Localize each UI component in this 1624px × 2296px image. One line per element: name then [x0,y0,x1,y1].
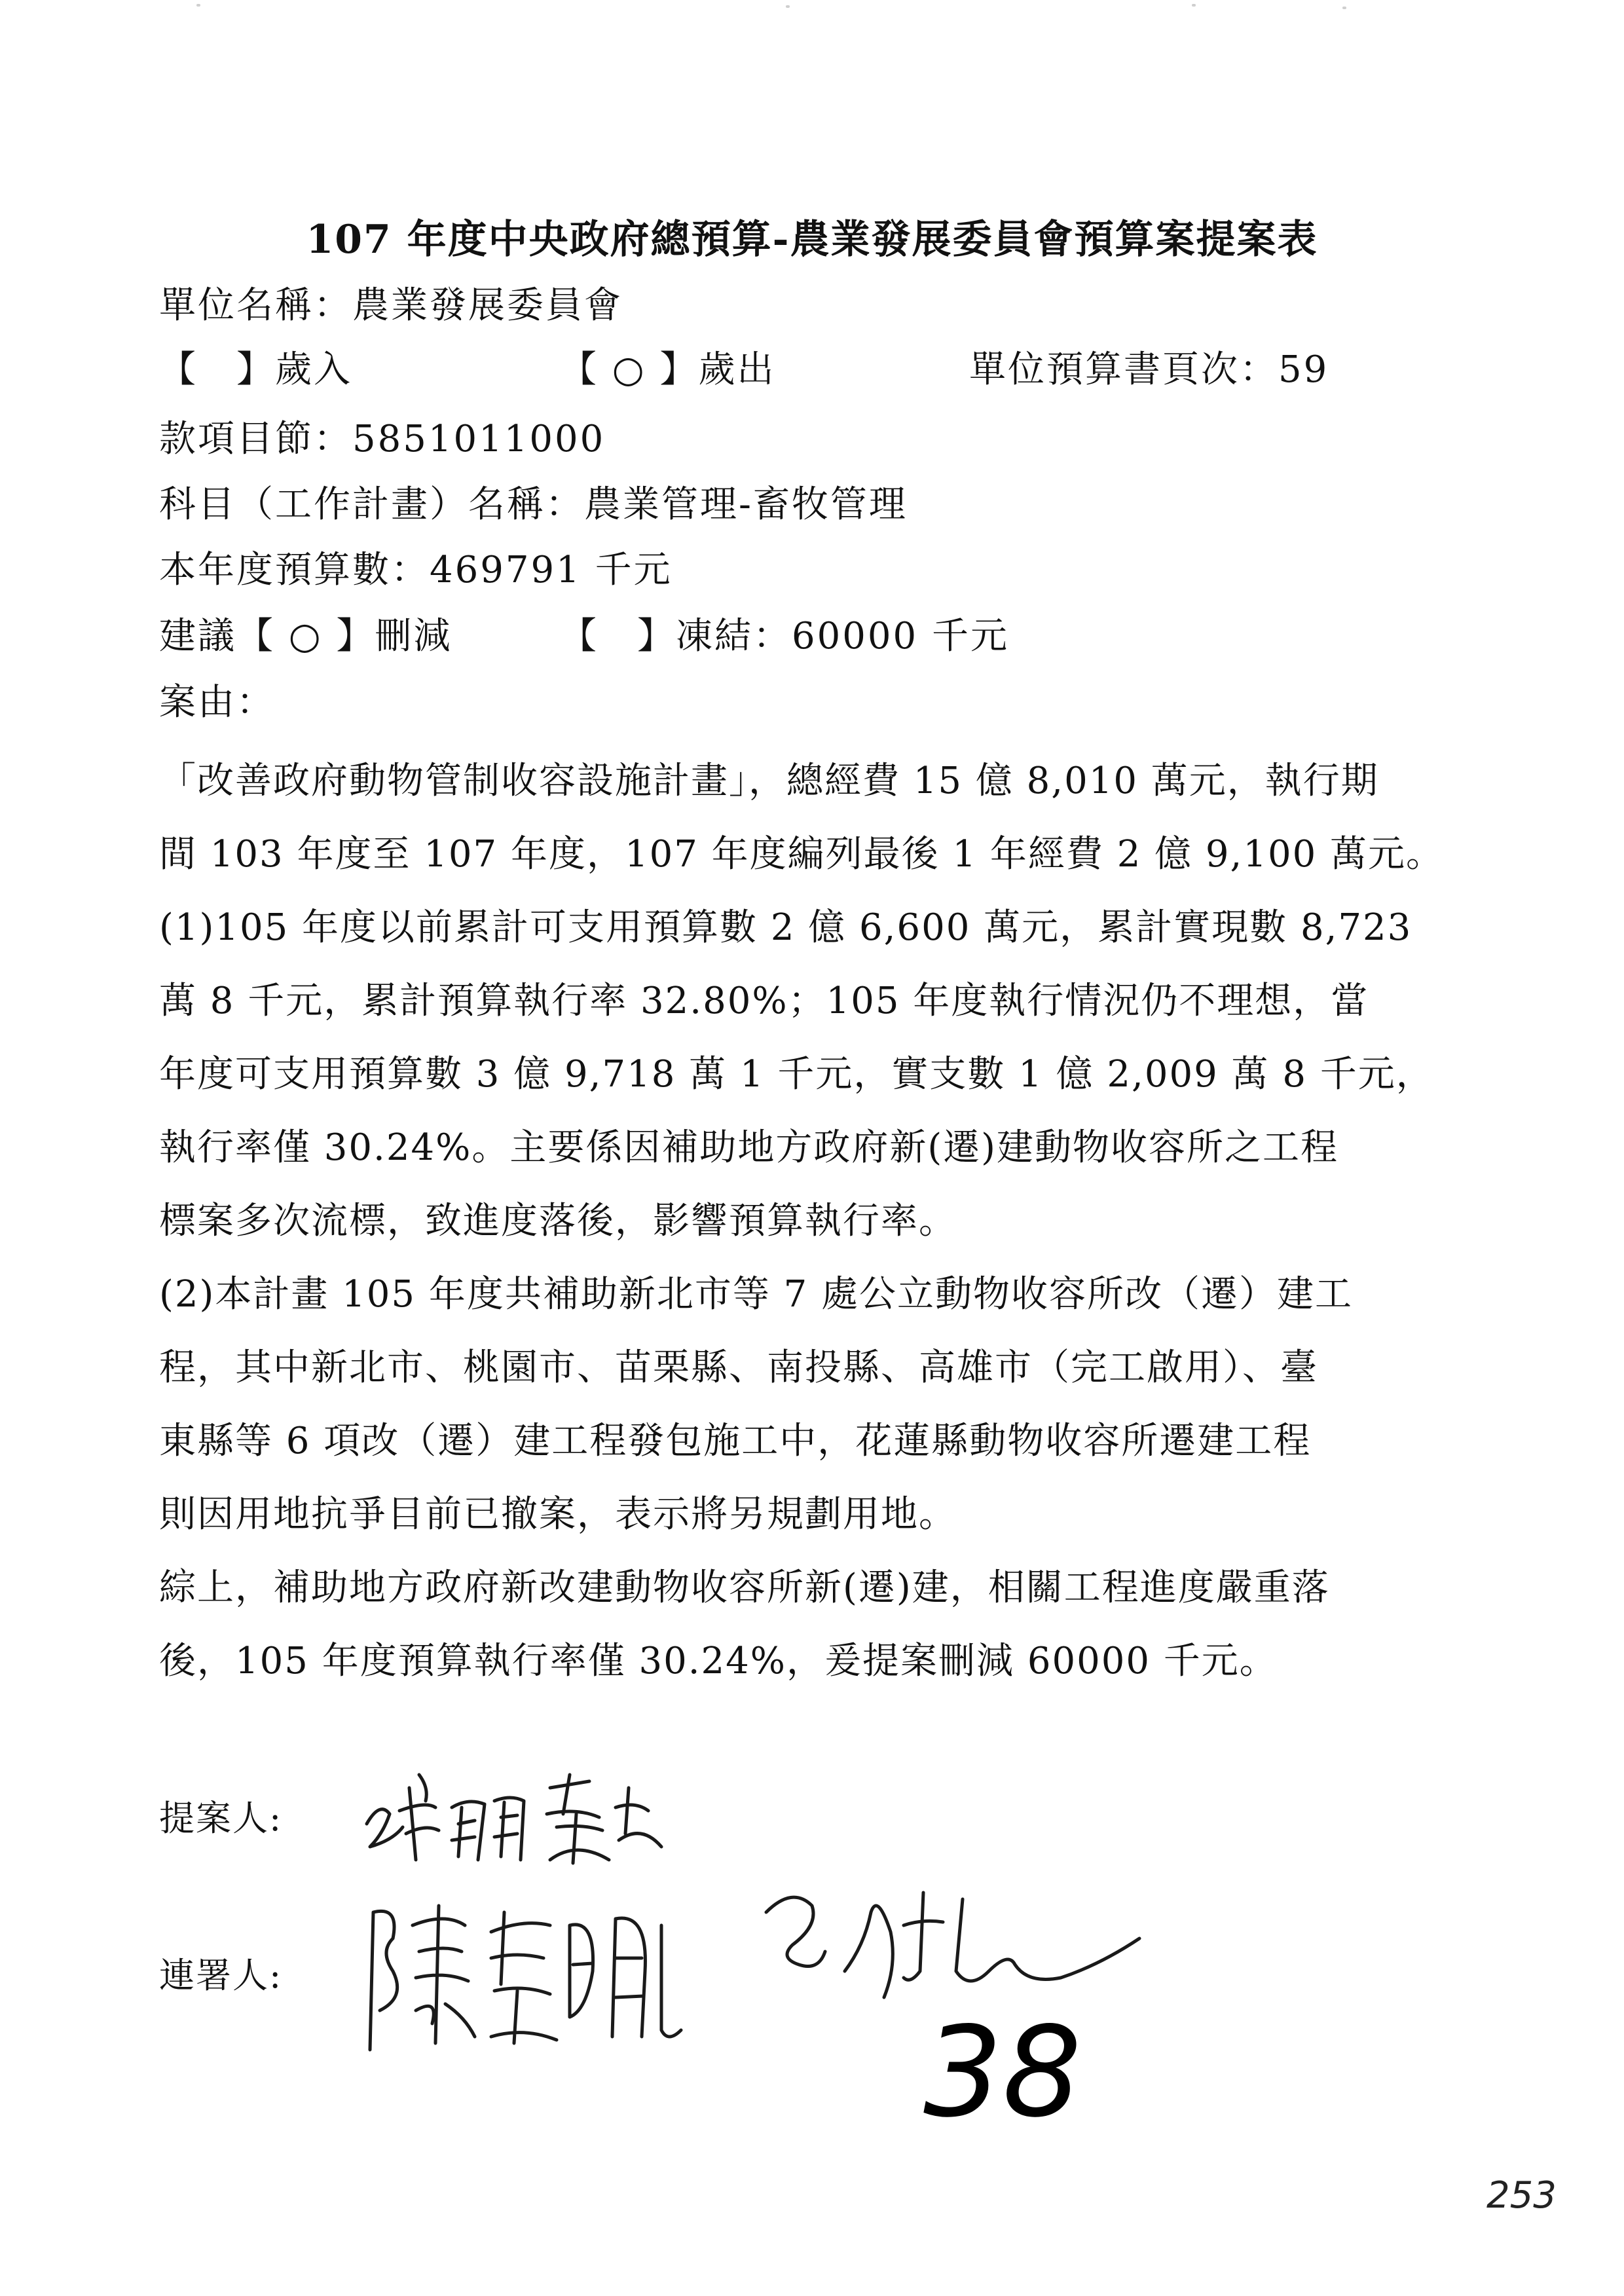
suggestion-cut: 建議【 ○ 】刪減 [159,615,452,657]
suggestion-freeze: 【 】凍結：60000 千元 [560,615,1009,657]
reason-line: 萬 8 千元，累計預算執行率 32.80%；105 年度執行情況仍不理想，當 [159,980,1369,1022]
project-name: 科目（工作計畫）名稱：農業管理-畜牧管理 [159,483,908,526]
reason-line: 標案多次流標，致進度落後，影響預算執行率。 [159,1200,957,1242]
reason-line: (2)本計畫 105 年度共補助新北市等 7 處公立動物收容所改（遷）建工 [159,1273,1354,1316]
reason-line: (1)105 年度以前累計可支用預算數 2 億 6,600 萬元，累計實現數 8,723 [159,906,1412,949]
proposer-signature [354,1762,694,1873]
revenue-marker: 【 】歲入 [159,348,352,391]
current-budget: 本年度預算數：469791 千元 [159,549,673,591]
reason-line: 間 103 年度至 107 年度，107 年度編列最後 1 年經費 2 億 9,100 萬元。 [159,833,1445,876]
reason-line: 程，其中新北市、桃園市、苗栗縣、南投縣、高雄市（完工啟用）、臺 [159,1346,1318,1389]
reason-line: 東縣等 6 項改（遷）建工程發包施工中，花蓮縣動物收容所遷建工程 [159,1420,1312,1462]
scan-speck [1342,7,1346,9]
scan-speck [196,4,200,7]
scan-speck [786,5,790,8]
budget-book-page: 單位預算書頁次：59 [969,348,1329,391]
reason-line: 年度可支用預算數 3 億 9,718 萬 1 千元，實支數 1 億 2,009 萬 8 千元， [159,1053,1434,1096]
reason-line: 執行率僅 30.24%。主要係因補助地方政府新(遷)建動物收容所之工程 [159,1126,1339,1169]
item-code: 款項目節：5851011000 [159,418,606,460]
document-title: 107 年度中央政府總預算-農業發展委員會預算案提案表 [306,217,1318,263]
cosigner-signature-2 [753,1873,1159,2010]
page-number: 253 [1486,2174,1557,2217]
reason-line: 後，105 年度預算執行率僅 30.24%，爰提案刪減 60000 千元。 [159,1640,1278,1682]
reason-line: 則因用地抗爭目前已撤案，表示將另規劃用地。 [159,1493,957,1536]
reason-line: 「改善政府動物管制收容設施計畫」，總經費 15 億 8,010 萬元，執行期 [159,760,1379,802]
expenditure-marker: 【 ○ 】歲出 [560,348,776,391]
cosigner-label: 連署人: [159,1955,283,1996]
reason-line: 綜上，補助地方政府新改建動物收容所新(遷)建，相關工程進度嚴重落 [159,1566,1330,1609]
reason-label: 案由： [159,681,275,724]
scan-speck [1192,4,1196,7]
handwritten-number: 38 [923,2000,1082,2145]
proposer-label: 提案人: [159,1798,283,1839]
unit-name: 單位名稱：農業發展委員會 [159,284,623,327]
cosigner-signature-1 [354,1886,707,2056]
